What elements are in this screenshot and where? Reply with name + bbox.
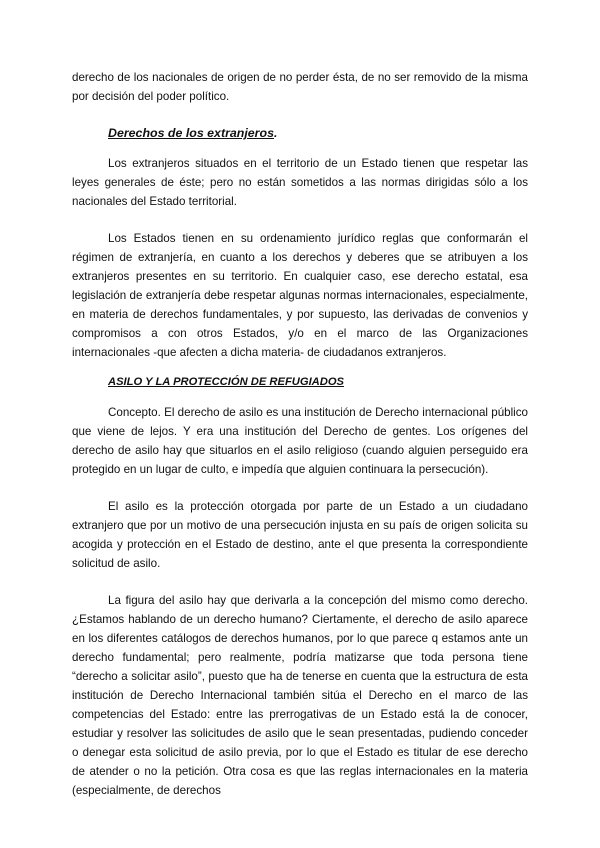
- paragraph-asilo-concepto: Concepto. El derecho de asilo es una institución de Derecho internacional público que viene de lejos. Y era una institución del Derecho de gentes. Los orígenes del derecho de asilo hay que situarlos en el asilo religioso (cuando alguien perseguido era protegido en un lugar de culto, e impedía que alguien continuara la persecución).: [72, 406, 528, 476]
- paragraph-extranjeros-2: Los Estados tienen en su ordenamiento jurídico reglas que conformarán el régimen de extranjería, en cuanto a los derechos y deberes que se atribuyen a los extranjeros presentes en su territorio. En cualquier caso, ese derecho estatal, esa legislación de extranjería debe respetar algunas normas internacionales, especialmente, en materia de derechos fundamentales, y por supuesto, las derivadas de convenios y compromisos a con otros Estados, y/o en el marco de las Organizaciones internacionales -que afecten a dicha materia- de ciudadanos extranjeros.: [72, 232, 528, 359]
- document-page: [72, 68, 528, 800]
- paragraph-asilo-figura: La figura del asilo hay que derivarla a la concepción del mismo como derecho. ¿Estamos hablando de un derecho humano? Ciertamente, el derecho de asilo aparece en los diferentes catálogos de derechos humanos, por lo que parece q estamos ante un derecho fundamental; pero realmente, podría matizarse que toda persona tiene “derecho a solicitar asilo”, puesto que ha de tenerse en cuenta que la estructura de esta institución de Derecho Internacional también sitúa el Derecho en el marco de las competencias del Estado: entre las prerrogativas de un Estado está la de conocer, estudiar y resolver las solicitudes de asilo que le sean presentadas, pudiendo conceder o denegar esta solicitud de asilo previa, por lo que el Estado es titular de ese derecho de atender o no la petición. Otra cosa es que las reglas internacionales en la materia (especialmente, de derechos: [72, 594, 528, 797]
- paragraph-continuation: derecho de los nacionales de origen de no perder ésta, de no ser removido de la misma por decisión del poder político.: [72, 71, 528, 103]
- heading-extranjeros-wrap: [72, 124, 528, 143]
- heading-asilo-wrap: [72, 373, 528, 392]
- heading-derechos-extranjeros: [108, 124, 528, 143]
- heading-asilo-refugiados: ASILO Y LA PROTECCIÓN DE REFUGIADOS: [108, 376, 344, 388]
- heading-extranjeros-text: Derechos de los extranjeros: [108, 126, 274, 140]
- paragraph-asilo-definicion: El asilo es la protección otorgada por parte de un Estado a un ciudadano extranjero que por un motivo de una persecución injusta en su país de origen solicita su acogida y protección en el Estado de destino, ante el que presenta la correspondiente solicitud de asilo.: [72, 500, 528, 570]
- paragraph-extranjeros-1: Los extranjeros situados en el territorio de un Estado tienen que respetar las leyes generales de éste; pero no están sometidos a las normas dirigidas sólo a los nacionales del Estado territorial.: [72, 157, 528, 208]
- heading-extranjeros-period: .: [273, 126, 278, 140]
